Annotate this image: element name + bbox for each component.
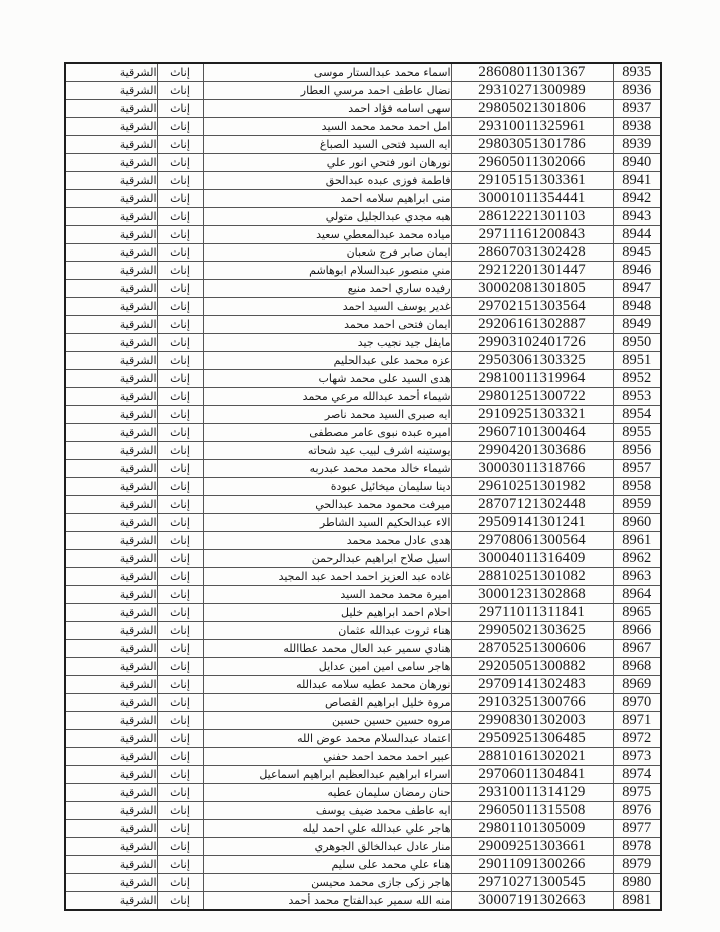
- name-cell: عزه محمد على عبدالحليم: [203, 352, 451, 370]
- sequence-cell: 8964: [613, 586, 661, 604]
- name-cell: نضال عاطف احمد مرسي العطار: [203, 82, 451, 100]
- sequence-cell: 8963: [613, 568, 661, 586]
- governorate-cell: الشرقية: [65, 280, 157, 298]
- national-id-cell: 28705251300606: [451, 640, 613, 658]
- table-row: [65, 658, 661, 676]
- national-id-cell: 29509251306485: [451, 730, 613, 748]
- table-row: [65, 622, 661, 640]
- table-row: [65, 604, 661, 622]
- gender-cell: إناث: [157, 748, 203, 766]
- name-cell: اسيل صلاح ابراهيم عبدالرحمن: [203, 550, 451, 568]
- gender-cell: إناث: [157, 316, 203, 334]
- sequence-cell: 8945: [613, 244, 661, 262]
- table-row: [65, 712, 661, 730]
- name-cell: احلام احمد ابراهيم خليل: [203, 604, 451, 622]
- name-cell: اعتماد عبدالسلام محمد عوض الله: [203, 730, 451, 748]
- name-cell: مياده محمد عبدالمعطي سعيد: [203, 226, 451, 244]
- governorate-cell: الشرقية: [65, 586, 157, 604]
- national-id-cell: 28608011301367: [451, 63, 613, 82]
- governorate-cell: الشرقية: [65, 712, 157, 730]
- name-cell: رفيده ساري احمد منيع: [203, 280, 451, 298]
- national-id-cell: 30003011318766: [451, 460, 613, 478]
- governorate-cell: الشرقية: [65, 658, 157, 676]
- governorate-cell: الشرقية: [65, 208, 157, 226]
- gender-cell: إناث: [157, 118, 203, 136]
- name-cell: شيماء خالد محمد محمد عبدربه: [203, 460, 451, 478]
- sequence-cell: 8954: [613, 406, 661, 424]
- name-cell: اميرة محمد محمد السيد: [203, 586, 451, 604]
- table-row: [65, 694, 661, 712]
- national-id-cell: 29710271300545: [451, 874, 613, 892]
- governorate-cell: الشرقية: [65, 478, 157, 496]
- sequence-cell: 8940: [613, 154, 661, 172]
- name-cell: هبه مجدي عبدالجليل متولي: [203, 208, 451, 226]
- governorate-cell: الشرقية: [65, 424, 157, 442]
- sequence-cell: 8960: [613, 514, 661, 532]
- sequence-cell: 8977: [613, 820, 661, 838]
- national-id-cell: 28707121302448: [451, 496, 613, 514]
- table-row: [65, 334, 661, 352]
- name-cell: هناء علي محمد على سليم: [203, 856, 451, 874]
- governorate-cell: الشرقية: [65, 334, 157, 352]
- governorate-cell: الشرقية: [65, 63, 157, 82]
- national-id-cell: 29509141301241: [451, 514, 613, 532]
- national-id-cell: 29212201301447: [451, 262, 613, 280]
- gender-cell: إناث: [157, 496, 203, 514]
- gender-cell: إناث: [157, 172, 203, 190]
- name-cell: ايمان فتحى احمد محمد: [203, 316, 451, 334]
- gender-cell: إناث: [157, 820, 203, 838]
- national-id-cell: 29801101305009: [451, 820, 613, 838]
- sequence-cell: 8952: [613, 370, 661, 388]
- table-row: [65, 244, 661, 262]
- national-id-cell: 29810011319964: [451, 370, 613, 388]
- national-id-cell: 29310271300989: [451, 82, 613, 100]
- table-row: [65, 892, 661, 911]
- governorate-cell: الشرقية: [65, 568, 157, 586]
- gender-cell: إناث: [157, 550, 203, 568]
- table-row: [65, 730, 661, 748]
- gender-cell: إناث: [157, 712, 203, 730]
- table-row: [65, 514, 661, 532]
- sequence-cell: 8966: [613, 622, 661, 640]
- national-id-cell: 29605011302066: [451, 154, 613, 172]
- name-cell: هنادي سمير عبد العال محمد عطاالله: [203, 640, 451, 658]
- governorate-cell: الشرقية: [65, 298, 157, 316]
- name-cell: ايمان صابر فرج شعبان: [203, 244, 451, 262]
- gender-cell: إناث: [157, 658, 203, 676]
- name-cell: هاجر علي عبدالله علي احمد ليله: [203, 820, 451, 838]
- gender-cell: إناث: [157, 604, 203, 622]
- name-cell: هدى عادل محمد محمد: [203, 532, 451, 550]
- name-cell: شيماء أحمد عبدالله مرعي محمد: [203, 388, 451, 406]
- table-row: [65, 442, 661, 460]
- sequence-cell: 8942: [613, 190, 661, 208]
- sequence-cell: 8965: [613, 604, 661, 622]
- table-row: [65, 802, 661, 820]
- sequence-cell: 8937: [613, 100, 661, 118]
- governorate-cell: الشرقية: [65, 820, 157, 838]
- gender-cell: إناث: [157, 568, 203, 586]
- name-cell: امل احمد محمد محمد السيد: [203, 118, 451, 136]
- table-row: [65, 100, 661, 118]
- national-id-cell: 29605011315508: [451, 802, 613, 820]
- national-id-cell: 29103251300766: [451, 694, 613, 712]
- gender-cell: إناث: [157, 154, 203, 172]
- gender-cell: إناث: [157, 190, 203, 208]
- gender-cell: إناث: [157, 424, 203, 442]
- national-id-cell: 29904201303686: [451, 442, 613, 460]
- table-row: [65, 820, 661, 838]
- sequence-cell: 8971: [613, 712, 661, 730]
- gender-cell: إناث: [157, 532, 203, 550]
- name-cell: الاء عبدالحكيم السيد الشاطر: [203, 514, 451, 532]
- sequence-cell: 8969: [613, 676, 661, 694]
- table-row: [65, 190, 661, 208]
- governorate-cell: الشرقية: [65, 244, 157, 262]
- gender-cell: إناث: [157, 838, 203, 856]
- name-cell: ايه السيد فتحى السيد الصباغ: [203, 136, 451, 154]
- name-cell: دينا سليمان ميخائيل عبودة: [203, 478, 451, 496]
- table-row: [65, 748, 661, 766]
- gender-cell: إناث: [157, 388, 203, 406]
- name-cell: هدى السيد على محمد شهاب: [203, 370, 451, 388]
- name-cell: ميرفت محمود محمد عبدالحي: [203, 496, 451, 514]
- national-id-cell: 30002081301805: [451, 280, 613, 298]
- sequence-cell: 8981: [613, 892, 661, 911]
- gender-cell: إناث: [157, 622, 203, 640]
- governorate-cell: الشرقية: [65, 892, 157, 911]
- national-id-cell: 29903102401726: [451, 334, 613, 352]
- records-table: [64, 62, 662, 911]
- table-row: [65, 316, 661, 334]
- governorate-cell: الشرقية: [65, 730, 157, 748]
- governorate-cell: الشرقية: [65, 352, 157, 370]
- table-row: [65, 568, 661, 586]
- governorate-cell: الشرقية: [65, 388, 157, 406]
- name-cell: سهى اسامه فؤاد احمد: [203, 100, 451, 118]
- table-row: [65, 766, 661, 784]
- sequence-cell: 8939: [613, 136, 661, 154]
- national-id-cell: 29805021301806: [451, 100, 613, 118]
- name-cell: منى ابراهيم سلامه احمد: [203, 190, 451, 208]
- sequence-cell: 8961: [613, 532, 661, 550]
- gender-cell: إناث: [157, 406, 203, 424]
- sequence-cell: 8973: [613, 748, 661, 766]
- governorate-cell: الشرقية: [65, 622, 157, 640]
- name-cell: ايه عاطف محمد ضيف يوسف: [203, 802, 451, 820]
- sequence-cell: 8946: [613, 262, 661, 280]
- national-id-cell: 30001231302868: [451, 586, 613, 604]
- sequence-cell: 8948: [613, 298, 661, 316]
- governorate-cell: الشرقية: [65, 136, 157, 154]
- gender-cell: إناث: [157, 694, 203, 712]
- governorate-cell: الشرقية: [65, 442, 157, 460]
- sequence-cell: 8947: [613, 280, 661, 298]
- table-row: [65, 388, 661, 406]
- national-id-cell: 29310011314129: [451, 784, 613, 802]
- sequence-cell: 8957: [613, 460, 661, 478]
- name-cell: نورهان انور فتحي انور علي: [203, 154, 451, 172]
- governorate-cell: الشرقية: [65, 640, 157, 658]
- sequence-cell: 8935: [613, 63, 661, 82]
- table-row: [65, 856, 661, 874]
- gender-cell: إناث: [157, 784, 203, 802]
- sequence-cell: 8974: [613, 766, 661, 784]
- name-cell: حنان رمضان سليمان عطيه: [203, 784, 451, 802]
- name-cell: فاطمة فوزى عبده عبدالحق: [203, 172, 451, 190]
- governorate-cell: الشرقية: [65, 748, 157, 766]
- sequence-cell: 8941: [613, 172, 661, 190]
- governorate-cell: الشرقية: [65, 100, 157, 118]
- governorate-cell: الشرقية: [65, 838, 157, 856]
- table-row: [65, 424, 661, 442]
- governorate-cell: الشرقية: [65, 262, 157, 280]
- gender-cell: إناث: [157, 460, 203, 478]
- name-cell: مايفل جيد نجيب جيد: [203, 334, 451, 352]
- gender-cell: إناث: [157, 676, 203, 694]
- governorate-cell: الشرقية: [65, 694, 157, 712]
- national-id-cell: 29711011311841: [451, 604, 613, 622]
- table-row: [65, 874, 661, 892]
- name-cell: مروة خليل ابراهيم القصاص: [203, 694, 451, 712]
- sequence-cell: 8938: [613, 118, 661, 136]
- national-id-cell: 29206161302887: [451, 316, 613, 334]
- table-row: [65, 226, 661, 244]
- sequence-cell: 8979: [613, 856, 661, 874]
- gender-cell: إناث: [157, 280, 203, 298]
- governorate-cell: الشرقية: [65, 676, 157, 694]
- gender-cell: إناث: [157, 63, 203, 82]
- gender-cell: إناث: [157, 478, 203, 496]
- governorate-cell: الشرقية: [65, 82, 157, 100]
- sequence-cell: 8936: [613, 82, 661, 100]
- table-row: [65, 63, 661, 82]
- governorate-cell: الشرقية: [65, 550, 157, 568]
- sequence-cell: 8944: [613, 226, 661, 244]
- table-row: [65, 838, 661, 856]
- national-id-cell: 29803051301786: [451, 136, 613, 154]
- table-row: [65, 154, 661, 172]
- table-row: [65, 82, 661, 100]
- sequence-cell: 8955: [613, 424, 661, 442]
- national-id-cell: 28810251301082: [451, 568, 613, 586]
- table-row: [65, 478, 661, 496]
- sequence-cell: 8968: [613, 658, 661, 676]
- table-row: [65, 640, 661, 658]
- national-id-cell: 29205051300882: [451, 658, 613, 676]
- national-id-cell: 28607031302428: [451, 244, 613, 262]
- sequence-cell: 8958: [613, 478, 661, 496]
- gender-cell: إناث: [157, 892, 203, 911]
- name-cell: هاجر سامى امين امين عدايل: [203, 658, 451, 676]
- governorate-cell: الشرقية: [65, 496, 157, 514]
- table-row: [65, 586, 661, 604]
- governorate-cell: الشرقية: [65, 172, 157, 190]
- table-row: [65, 406, 661, 424]
- sequence-cell: 8970: [613, 694, 661, 712]
- name-cell: هناء ثروت عبدالله عثمان: [203, 622, 451, 640]
- table-body: [65, 63, 661, 910]
- table-row: [65, 118, 661, 136]
- table-row: [65, 208, 661, 226]
- gender-cell: إناث: [157, 100, 203, 118]
- national-id-cell: 29109251303321: [451, 406, 613, 424]
- table-row: [65, 370, 661, 388]
- gender-cell: إناث: [157, 352, 203, 370]
- national-id-cell: 29607101300464: [451, 424, 613, 442]
- national-id-cell: 29011091300266: [451, 856, 613, 874]
- sequence-cell: 8967: [613, 640, 661, 658]
- sequence-cell: 8976: [613, 802, 661, 820]
- national-id-cell: 28612221301103: [451, 208, 613, 226]
- name-cell: ايه صبرى السيد محمد ناصر: [203, 406, 451, 424]
- sequence-cell: 8972: [613, 730, 661, 748]
- national-id-cell: 29801251300722: [451, 388, 613, 406]
- national-id-cell: 29708061300564: [451, 532, 613, 550]
- sequence-cell: 8949: [613, 316, 661, 334]
- gender-cell: إناث: [157, 82, 203, 100]
- table-row: [65, 784, 661, 802]
- table-row: [65, 550, 661, 568]
- national-id-cell: 29706011304841: [451, 766, 613, 784]
- sequence-cell: 8962: [613, 550, 661, 568]
- name-cell: اسراء ابراهيم عبدالعظيم ابراهيم اسماعيل: [203, 766, 451, 784]
- governorate-cell: الشرقية: [65, 604, 157, 622]
- sequence-cell: 8951: [613, 352, 661, 370]
- national-id-cell: 29009251303661: [451, 838, 613, 856]
- national-id-cell: 30001011354441: [451, 190, 613, 208]
- governorate-cell: الشرقية: [65, 370, 157, 388]
- governorate-cell: الشرقية: [65, 226, 157, 244]
- national-id-cell: 30007191302663: [451, 892, 613, 911]
- sequence-cell: 8943: [613, 208, 661, 226]
- name-cell: اميره عبده نبوى عامر مصطفى: [203, 424, 451, 442]
- gender-cell: إناث: [157, 442, 203, 460]
- gender-cell: إناث: [157, 514, 203, 532]
- sequence-cell: 8950: [613, 334, 661, 352]
- gender-cell: إناث: [157, 208, 203, 226]
- sequence-cell: 8956: [613, 442, 661, 460]
- gender-cell: إناث: [157, 298, 203, 316]
- governorate-cell: الشرقية: [65, 532, 157, 550]
- table-row: [65, 172, 661, 190]
- name-cell: منار عادل عبدالخالق الجوهري: [203, 838, 451, 856]
- national-id-cell: 29908301302003: [451, 712, 613, 730]
- governorate-cell: الشرقية: [65, 406, 157, 424]
- table-row: [65, 352, 661, 370]
- national-id-cell: 29702151303564: [451, 298, 613, 316]
- table-row: [65, 532, 661, 550]
- name-cell: نورهان محمد عطيه سلامه عبدالله: [203, 676, 451, 694]
- gender-cell: إناث: [157, 334, 203, 352]
- national-id-cell: 29105151303361: [451, 172, 613, 190]
- name-cell: عبير احمد محمد احمد حفني: [203, 748, 451, 766]
- table-row: [65, 496, 661, 514]
- gender-cell: إناث: [157, 802, 203, 820]
- name-cell: غدير يوسف السيد احمد: [203, 298, 451, 316]
- name-cell: يوستينه اشرف لبيب عيد شحاته: [203, 442, 451, 460]
- governorate-cell: الشرقية: [65, 316, 157, 334]
- name-cell: هاجر زكى جازى محمد محيسن: [203, 874, 451, 892]
- national-id-cell: 29503061303325: [451, 352, 613, 370]
- gender-cell: إناث: [157, 244, 203, 262]
- gender-cell: إناث: [157, 730, 203, 748]
- name-cell: اسماء محمد عبدالستار موسى: [203, 63, 451, 82]
- gender-cell: إناث: [157, 856, 203, 874]
- gender-cell: إناث: [157, 136, 203, 154]
- gender-cell: إناث: [157, 766, 203, 784]
- governorate-cell: الشرقية: [65, 856, 157, 874]
- gender-cell: إناث: [157, 874, 203, 892]
- governorate-cell: الشرقية: [65, 118, 157, 136]
- gender-cell: إناث: [157, 370, 203, 388]
- national-id-cell: 29610251301982: [451, 478, 613, 496]
- governorate-cell: الشرقية: [65, 874, 157, 892]
- gender-cell: إناث: [157, 586, 203, 604]
- governorate-cell: الشرقية: [65, 460, 157, 478]
- table-row: [65, 460, 661, 478]
- name-cell: غاده عبد العزيز احمد احمد عبد المجيد: [203, 568, 451, 586]
- governorate-cell: الشرقية: [65, 190, 157, 208]
- governorate-cell: الشرقية: [65, 802, 157, 820]
- governorate-cell: الشرقية: [65, 514, 157, 532]
- national-id-cell: 29709141302483: [451, 676, 613, 694]
- gender-cell: إناث: [157, 640, 203, 658]
- table-row: [65, 262, 661, 280]
- sequence-cell: 8953: [613, 388, 661, 406]
- gender-cell: إناث: [157, 226, 203, 244]
- national-id-cell: 29310011325961: [451, 118, 613, 136]
- name-cell: منه الله سمير عبدالفتاح محمد أحمد: [203, 892, 451, 911]
- sequence-cell: 8980: [613, 874, 661, 892]
- sequence-cell: 8959: [613, 496, 661, 514]
- national-id-cell: 29905021303625: [451, 622, 613, 640]
- national-id-cell: 28810161302021: [451, 748, 613, 766]
- national-id-cell: 30004011316409: [451, 550, 613, 568]
- table-row: [65, 136, 661, 154]
- governorate-cell: الشرقية: [65, 154, 157, 172]
- table-row: [65, 280, 661, 298]
- national-id-cell: 29711161200843: [451, 226, 613, 244]
- gender-cell: إناث: [157, 262, 203, 280]
- table-row: [65, 298, 661, 316]
- sequence-cell: 8978: [613, 838, 661, 856]
- name-cell: مروه حسين حسين حسين: [203, 712, 451, 730]
- governorate-cell: الشرقية: [65, 784, 157, 802]
- table-row: [65, 676, 661, 694]
- sequence-cell: 8975: [613, 784, 661, 802]
- governorate-cell: الشرقية: [65, 766, 157, 784]
- name-cell: مني منصور عبدالسلام ابوهاشم: [203, 262, 451, 280]
